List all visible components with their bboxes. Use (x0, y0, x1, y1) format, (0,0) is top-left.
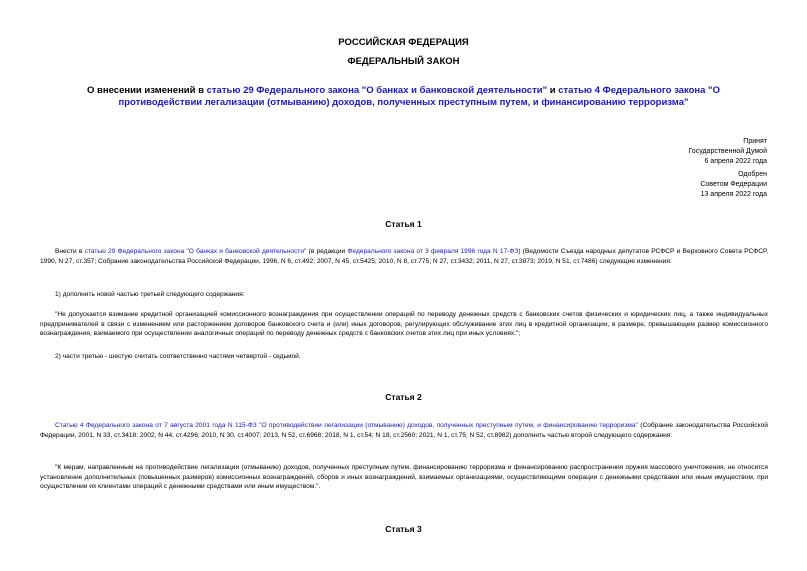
article-2-intro-text: (Собрание законодательства Российской Федерации, 2001, N 33, ст.3418; 2002, N 44, ст.4296; 2010, N 30, ст.4007; 2013, N 52, ст.6968; 2018, N 1, ст.54; N 18, ст.2560; 2021, N 1, ст.75; N 52, ст.8982) дополнить частью второй следующего содержания: (40, 422, 768, 439)
approved-label: Одобрен (738, 171, 767, 178)
article-1-intro-text-b: (в редакции (306, 248, 348, 255)
adoption-block (567, 137, 767, 200)
accepted-label: Принят (743, 138, 767, 145)
country-heading: РОССИЙСКАЯ ФЕДЕРАЦИЯ (338, 37, 469, 48)
article-1-link-17fz[interactable]: Федерального закона от 3 февраля 1996 года N 17-ФЗ (347, 248, 519, 255)
title-text-1: О внесении изменений в (87, 85, 207, 96)
accepted-date: 6 апреля 2022 года (704, 158, 767, 165)
approved-by: Советом Федерации (700, 181, 767, 188)
article-2-quote: "К мерам, направленным на противодействие легализации (отмыванию) доходов, полученных преступным путем, финансированию терроризма и финансированию распространения оружия массового уничтожения, не относится установление дополнительных (повышенных размеров) комиссионных вознаграждений, сборов и иных вознаграждений, взимаемых организациями, осуществляющими операции с денежными средствами или иным имуществом, при осуществлении их клиентами операций с денежными средствами или иным имуществом.". (40, 464, 768, 491)
law-title (0, 85, 807, 109)
article-1-link-banks-law[interactable]: статью 29 Федерального закона "О банках и банковской деятельности" (84, 248, 307, 255)
title-link-aml-law[interactable]: статью 4 Федерального закона "О противодействии легализации (отмыванию) доходов, полученных преступным путем, и финансированию терроризма" (118, 85, 720, 108)
article-3-heading: Статья 3 (385, 524, 422, 534)
accepted-by: Государственной Думой (688, 148, 767, 155)
article-1-intro-text-c: ) (Ведомости Съезда народных депутатов РСФСР и Верховного Совета РСФСР, 1990, N 27, ст.357; Собрание законодательства Российской Федерации, 1996, N 6, ст.492; 2007, N 45, ст.5425; 2010, N 8, ст.775; N 27, ст.3432; 2011, N 27, ст.3873; 2019, N 51, ст.7486) следующие изменения: (40, 248, 768, 265)
article-1-item-1: 1) дополнить новой частью третьей следующего содержания: (55, 291, 245, 298)
approved-date: 13 апреля 2022 года (700, 191, 767, 198)
article-2-heading: Статья 2 (385, 392, 422, 402)
article-1-heading: Статья 1 (385, 219, 422, 229)
article-1-quote: "Не допускается взимание кредитной организацией комиссионного вознаграждения при осуществлении операций по переводу денежных средств с банковских счетов физических и юридических лиц, а также индивидуальных предпринимателей в связи с изменением или расторжением договоров банковского счета и (или) иных договоров, регулирующих обслуживание этих лиц в кредитной организации, в размере, превышающем размер комиссионного вознаграждения, взимаемого при осуществлении аналогичных операций по переводу денежных средств с банковских счетов этих лиц при иных условиях."; (40, 311, 768, 338)
article-1-item-2: 2) части третью - шестую считать соответственно частями четвертой - седьмой. (55, 353, 301, 360)
article-1-intro-text-a: Внести в (55, 248, 85, 255)
article-2-intro (40, 421, 768, 440)
article-1-intro (40, 247, 768, 266)
title-link-banks-law[interactable]: статью 29 Федерального закона "О банках и банковской деятельности" (206, 85, 548, 96)
title-text-2: и (547, 85, 559, 96)
article-2-link-aml-law[interactable]: Статью 4 Федерального закона от 7 августа 2001 года N 115-ФЗ "О противодействии легализации (отмыванию) доходов, полученных преступным путем, и финансированию терроризма" (55, 422, 638, 429)
doc-type-heading: ФЕДЕРАЛЬНЫЙ ЗАКОН (347, 56, 460, 67)
